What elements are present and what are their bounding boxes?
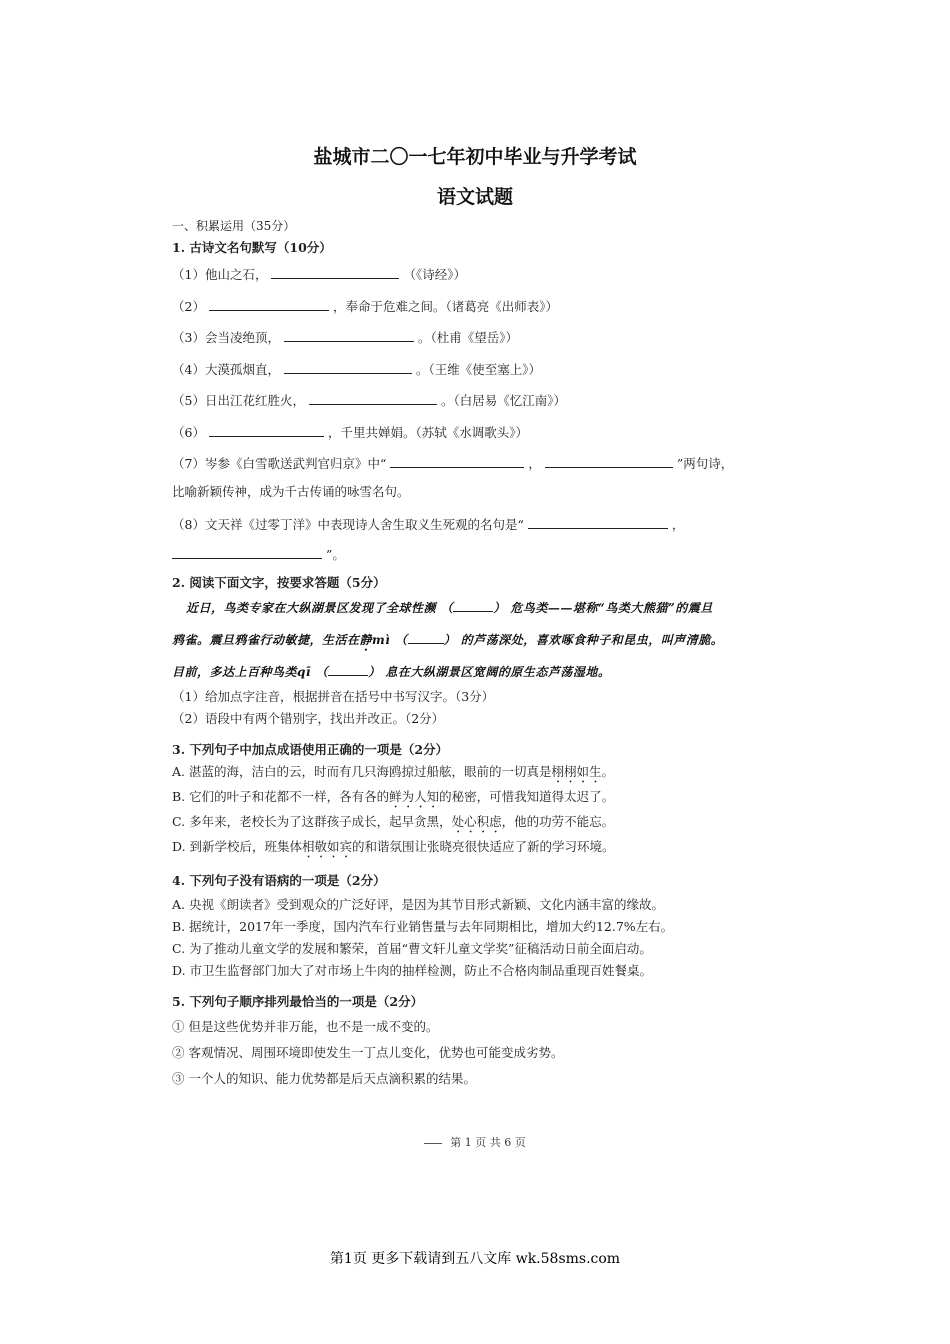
answer-blank[interactable] — [284, 361, 412, 374]
q5-sentence-1: ① 但是这些优势并非万能，也不是一成不变的。 — [172, 1019, 439, 1034]
divider — [424, 1143, 442, 1144]
q2-passage-line-2: 鸦雀。震旦鸦雀行动敏捷，生活在静mì （ ） 的芦荡深处，喜欢啄食种子和昆虫，叫声清脆。 — [172, 633, 724, 647]
q1-item-8-continued: ”。 — [172, 546, 345, 563]
answer-blank[interactable] — [545, 455, 673, 468]
answer-blank[interactable] — [390, 455, 524, 468]
answer-blank[interactable] — [528, 516, 668, 529]
download-note: 第1页 更多下载请到五八文库 wk.58sms.com — [329, 1251, 621, 1267]
q1-item-5: （5）日出江花红胜火， 。（白居易《忆江南》） — [172, 393, 566, 408]
answer-parenthesis[interactable]: （ ） — [315, 665, 381, 679]
answer-blank[interactable] — [209, 298, 329, 311]
q1-item-8: （8）文天祥《过零丁洋》中表现诗人舍生取义生死观的名句是“ ， — [172, 517, 685, 532]
q4-option-d: D. 市卫生监督部门加大了对市场上牛肉的抽样检测，防止不合格肉制品重现百姓餐桌。 — [172, 963, 653, 978]
q1-item-3: （3）会当凌绝顶， 。（杜甫《望岳》） — [172, 330, 518, 345]
q5-sentence-3: ③ 一个人的知识、能力优势都是后天点滴积累的结果。 — [172, 1071, 476, 1086]
q1-item-2: （2） ，奉命于危难之间。（诸葛亮《出师表》） — [172, 299, 558, 314]
question-1-title: 1. 古诗文名句默写（10分） — [172, 240, 332, 255]
answer-parenthesis[interactable]: （ ） — [440, 601, 506, 615]
q1-item-7-continued: 比喻新颖传神，成为千古传诵的咏雪名句。 — [172, 484, 410, 499]
q2-sub-2: （2）语段中有两个错别字，找出并改正。（2分） — [172, 711, 445, 726]
q3-option-c: C. 多年来，老校长为了这群孩子成长，起早贪黑，处心积虑，他的功劳不能忘。 — [172, 814, 615, 829]
answer-parenthesis[interactable]: （ ） — [394, 633, 457, 647]
exam-title: 盐城市二〇一七年初中毕业与升学考试 — [313, 146, 637, 168]
q3-option-a: A. 湛蓝的海，洁白的云，时而有几只海鸥掠过船舷，眼前的一切真是栩栩如生。 — [172, 764, 615, 779]
question-2-title: 2. 阅读下面文字，按要求答题（5分） — [172, 575, 386, 590]
q1-item-7: （7）岑参《白雪歌送武判官归京》中“ ， ”两句诗， — [172, 456, 734, 471]
answer-blank[interactable] — [172, 546, 322, 559]
q4-option-b: B. 据统计，2017年一季度，国内汽车行业销售量与去年同期相比，增加大约12.7%左右。 — [172, 919, 674, 934]
q4-option-c: C. 为了推动儿童文学的发展和繁荣，首届“曹文轩儿童文学奖”征稿活动日前全面启动。 — [172, 941, 652, 956]
section-heading: 一、积累运用（35分） — [172, 219, 296, 233]
question-3-title: 3. 下列句子中加点成语使用正确的一项是（2分） — [172, 742, 449, 757]
q4-option-a: A. 央视《朗读者》受到观众的广泛好评，是因为其节目形式新颖、文化内涵丰富的缘故。 — [172, 897, 664, 912]
q1-item-4: （4）大漠孤烟直， 。（王维《使至塞上》） — [172, 362, 541, 377]
answer-blank[interactable] — [209, 424, 324, 437]
q1-item-6: （6） ，千里共婵娟。（苏轼《水调歌头》） — [172, 425, 528, 440]
q2-passage-line-3: 目前，多达上百种鸟类qī （ ） 息在大纵湖景区宽阔的原生态芦荡湿地。 — [172, 665, 611, 679]
q2-passage-line-1: 近日，鸟类专家在大纵湖景区发现了全球性濒 （ ） 危鸟类——堪称“鸟类大熊猫”的震旦 — [186, 601, 713, 615]
question-5-title: 5. 下列句子顺序排列最恰当的一项是（2分） — [172, 994, 424, 1009]
page-number: 第 1 页 共 6 页 — [0, 1134, 950, 1150]
q1-item-1: （1）他山之石， （《诗经》） — [172, 267, 466, 282]
answer-blank[interactable] — [309, 392, 437, 405]
answer-blank[interactable] — [271, 266, 399, 279]
q3-option-d: D. 到新学校后，班集体相敬如宾的和谐氛围让张晓亮很快适应了新的学习环境。 — [172, 839, 615, 854]
exam-subtitle: 语文试题 — [436, 186, 513, 208]
question-4-title: 4. 下列句子没有语病的一项是（2分） — [172, 873, 386, 888]
q2-sub-1: （1）给加点字注音，根据拼音在括号中书写汉字。（3分） — [172, 689, 495, 704]
q5-sentence-2: ② 客观情况、周围环境即使发生一丁点儿变化，优势也可能变成劣势。 — [172, 1045, 564, 1060]
answer-blank[interactable] — [284, 329, 414, 342]
q3-option-b: B. 它们的叶子和花都不一样，各有各的鲜为人知的秘密，可惜我知道得太迟了。 — [172, 789, 615, 804]
